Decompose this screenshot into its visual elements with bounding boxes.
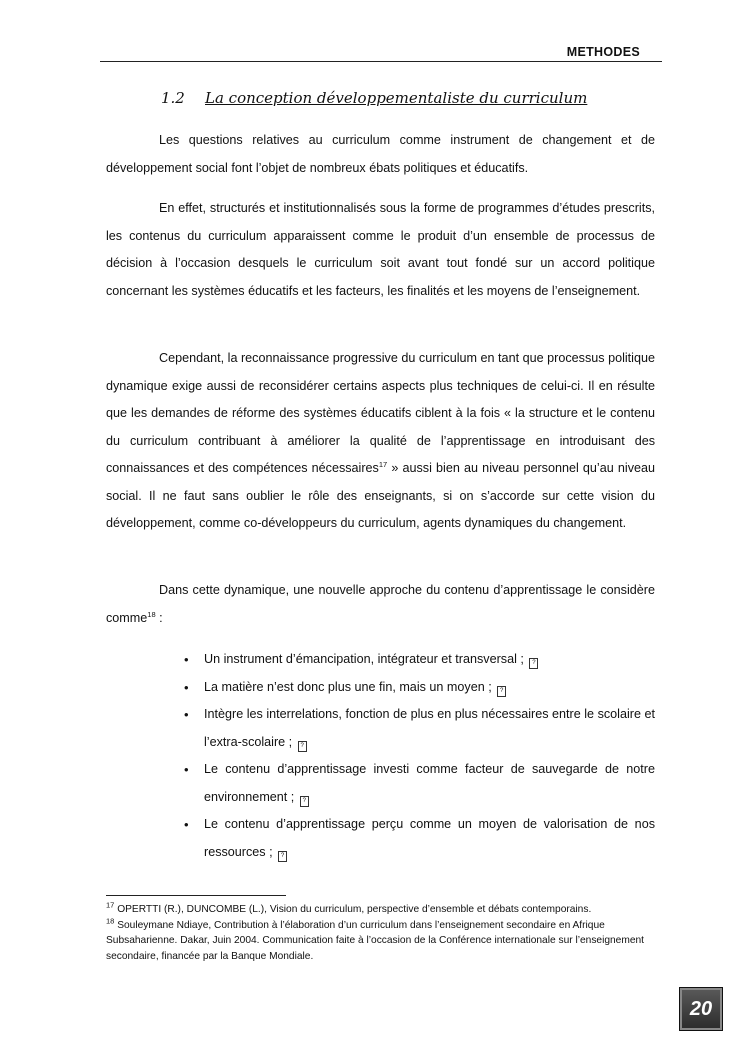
- section-title: La conception développementaliste du curriculum: [205, 89, 588, 107]
- bullet-item: [204, 701, 655, 756]
- paragraph-3-text-a: Cependant, la reconnaissance progressive du curriculum en tant que processus politique dynamique exige aussi de reconsidérer certains aspects plus techniques de celui-ci. Il en résulte que les demandes de réforme des systèmes éducatifs ciblent à la fois « la structure et le contenu du curriculum contribuant à améliorer la qualité de l’apprentissage en introduisant des connaissances et des compétences nécessaires: [106, 351, 655, 475]
- body-text-4: [106, 577, 655, 642]
- bullet-item: [204, 674, 655, 702]
- section-heading: [161, 89, 587, 107]
- bullet-item: [204, 811, 655, 866]
- footnote-divider: [106, 895, 286, 896]
- body-text: [106, 127, 655, 192]
- footnote-number: 18: [106, 916, 115, 926]
- paragraph-1: Les questions relatives au curriculum comme instrument de changement et de développement social font l’objet de nombreux ébats politiques et éducatifs.: [106, 133, 655, 175]
- bullet-text: Le contenu d’apprentissage perçu comme un moyen de valorisation de nos ressources ;: [204, 817, 655, 859]
- missing-glyph-icon: ?: [529, 658, 538, 669]
- page-number-badge: [679, 987, 723, 1031]
- paragraph-3-text-b: » aussi bien au niveau personnel qu’au niveau social. Il ne faut sans oublier le rôle des enseignants, si on s’accorde sur cette vision du développement, comme co-développeurs du curriculum, agents dynamiques du changement.: [106, 461, 655, 530]
- paragraph-2: En effet, structurés et institutionnalisés sous la forme de programmes d’études prescrits, les contenus du curriculum apparaissent comme le produit d’un ensemble de processus de décision à l’occasion desquels le curriculum soit avant tout fondé sur un accord politique concernant les systèmes éducatifs et les facteurs, les finalités et les moyens de l’enseignement.: [106, 201, 655, 298]
- missing-glyph-icon: ?: [497, 686, 506, 697]
- missing-glyph-icon: ?: [278, 851, 287, 862]
- bullet-text: Le contenu d’apprentissage investi comme facteur de sauvegarde de notre environnement ;: [204, 762, 655, 804]
- footnote-ref-18[interactable]: 18: [147, 609, 156, 619]
- header-label: METHODES: [566, 45, 640, 59]
- footnotes: [106, 902, 655, 964]
- page-header: [100, 44, 662, 62]
- page-number: 20: [689, 998, 713, 1020]
- bullet-item: [204, 756, 655, 811]
- bullet-text: Intègre les interrelations, fonction de plus en plus nécessaires entre le scolaire et l’extra-scolaire ;: [204, 707, 655, 749]
- missing-glyph-icon: ?: [298, 741, 307, 752]
- bullet-item: [204, 646, 655, 674]
- footnote-number: 17: [106, 900, 115, 910]
- missing-glyph-icon: ?: [300, 796, 309, 807]
- footnote-text: Souleymane Ndiaye, Contribution à l’élaboration d’un curriculum dans l’enseignement secondaire en Afrique Subsaharienne. Dakar, Juin 2004. Communication faite à l’occasion de la Conférence internationale sur l’enseignement secondaire, financée par la Banque Mondiale.: [106, 919, 644, 962]
- body-text-3: [106, 345, 655, 548]
- bullet-list: [204, 646, 655, 866]
- body-text-2: [106, 195, 655, 315]
- bullet-text: Un instrument d’émancipation, intégrateur et transversal ;: [204, 652, 524, 666]
- bullet-text: La matière n’est donc plus une fin, mais un moyen ;: [204, 679, 492, 694]
- paragraph-3: [106, 345, 655, 538]
- paragraph-4: [106, 577, 655, 632]
- paragraph-4-text-b: :: [155, 610, 163, 625]
- footnote-18: [106, 918, 655, 965]
- section-number: 1.2: [161, 89, 185, 107]
- footnote-ref-17[interactable]: 17: [378, 459, 388, 469]
- footnote-17: [106, 902, 655, 918]
- paragraph-4-text-a: Dans cette dynamique, une nouvelle approche du contenu d’apprentissage le considère comme: [106, 583, 655, 625]
- footnote-text: OPERTTI (R.), DUNCOMBE (L.), Vision du curriculum, perspective d’ensemble et débats contemporains.: [117, 904, 592, 915]
